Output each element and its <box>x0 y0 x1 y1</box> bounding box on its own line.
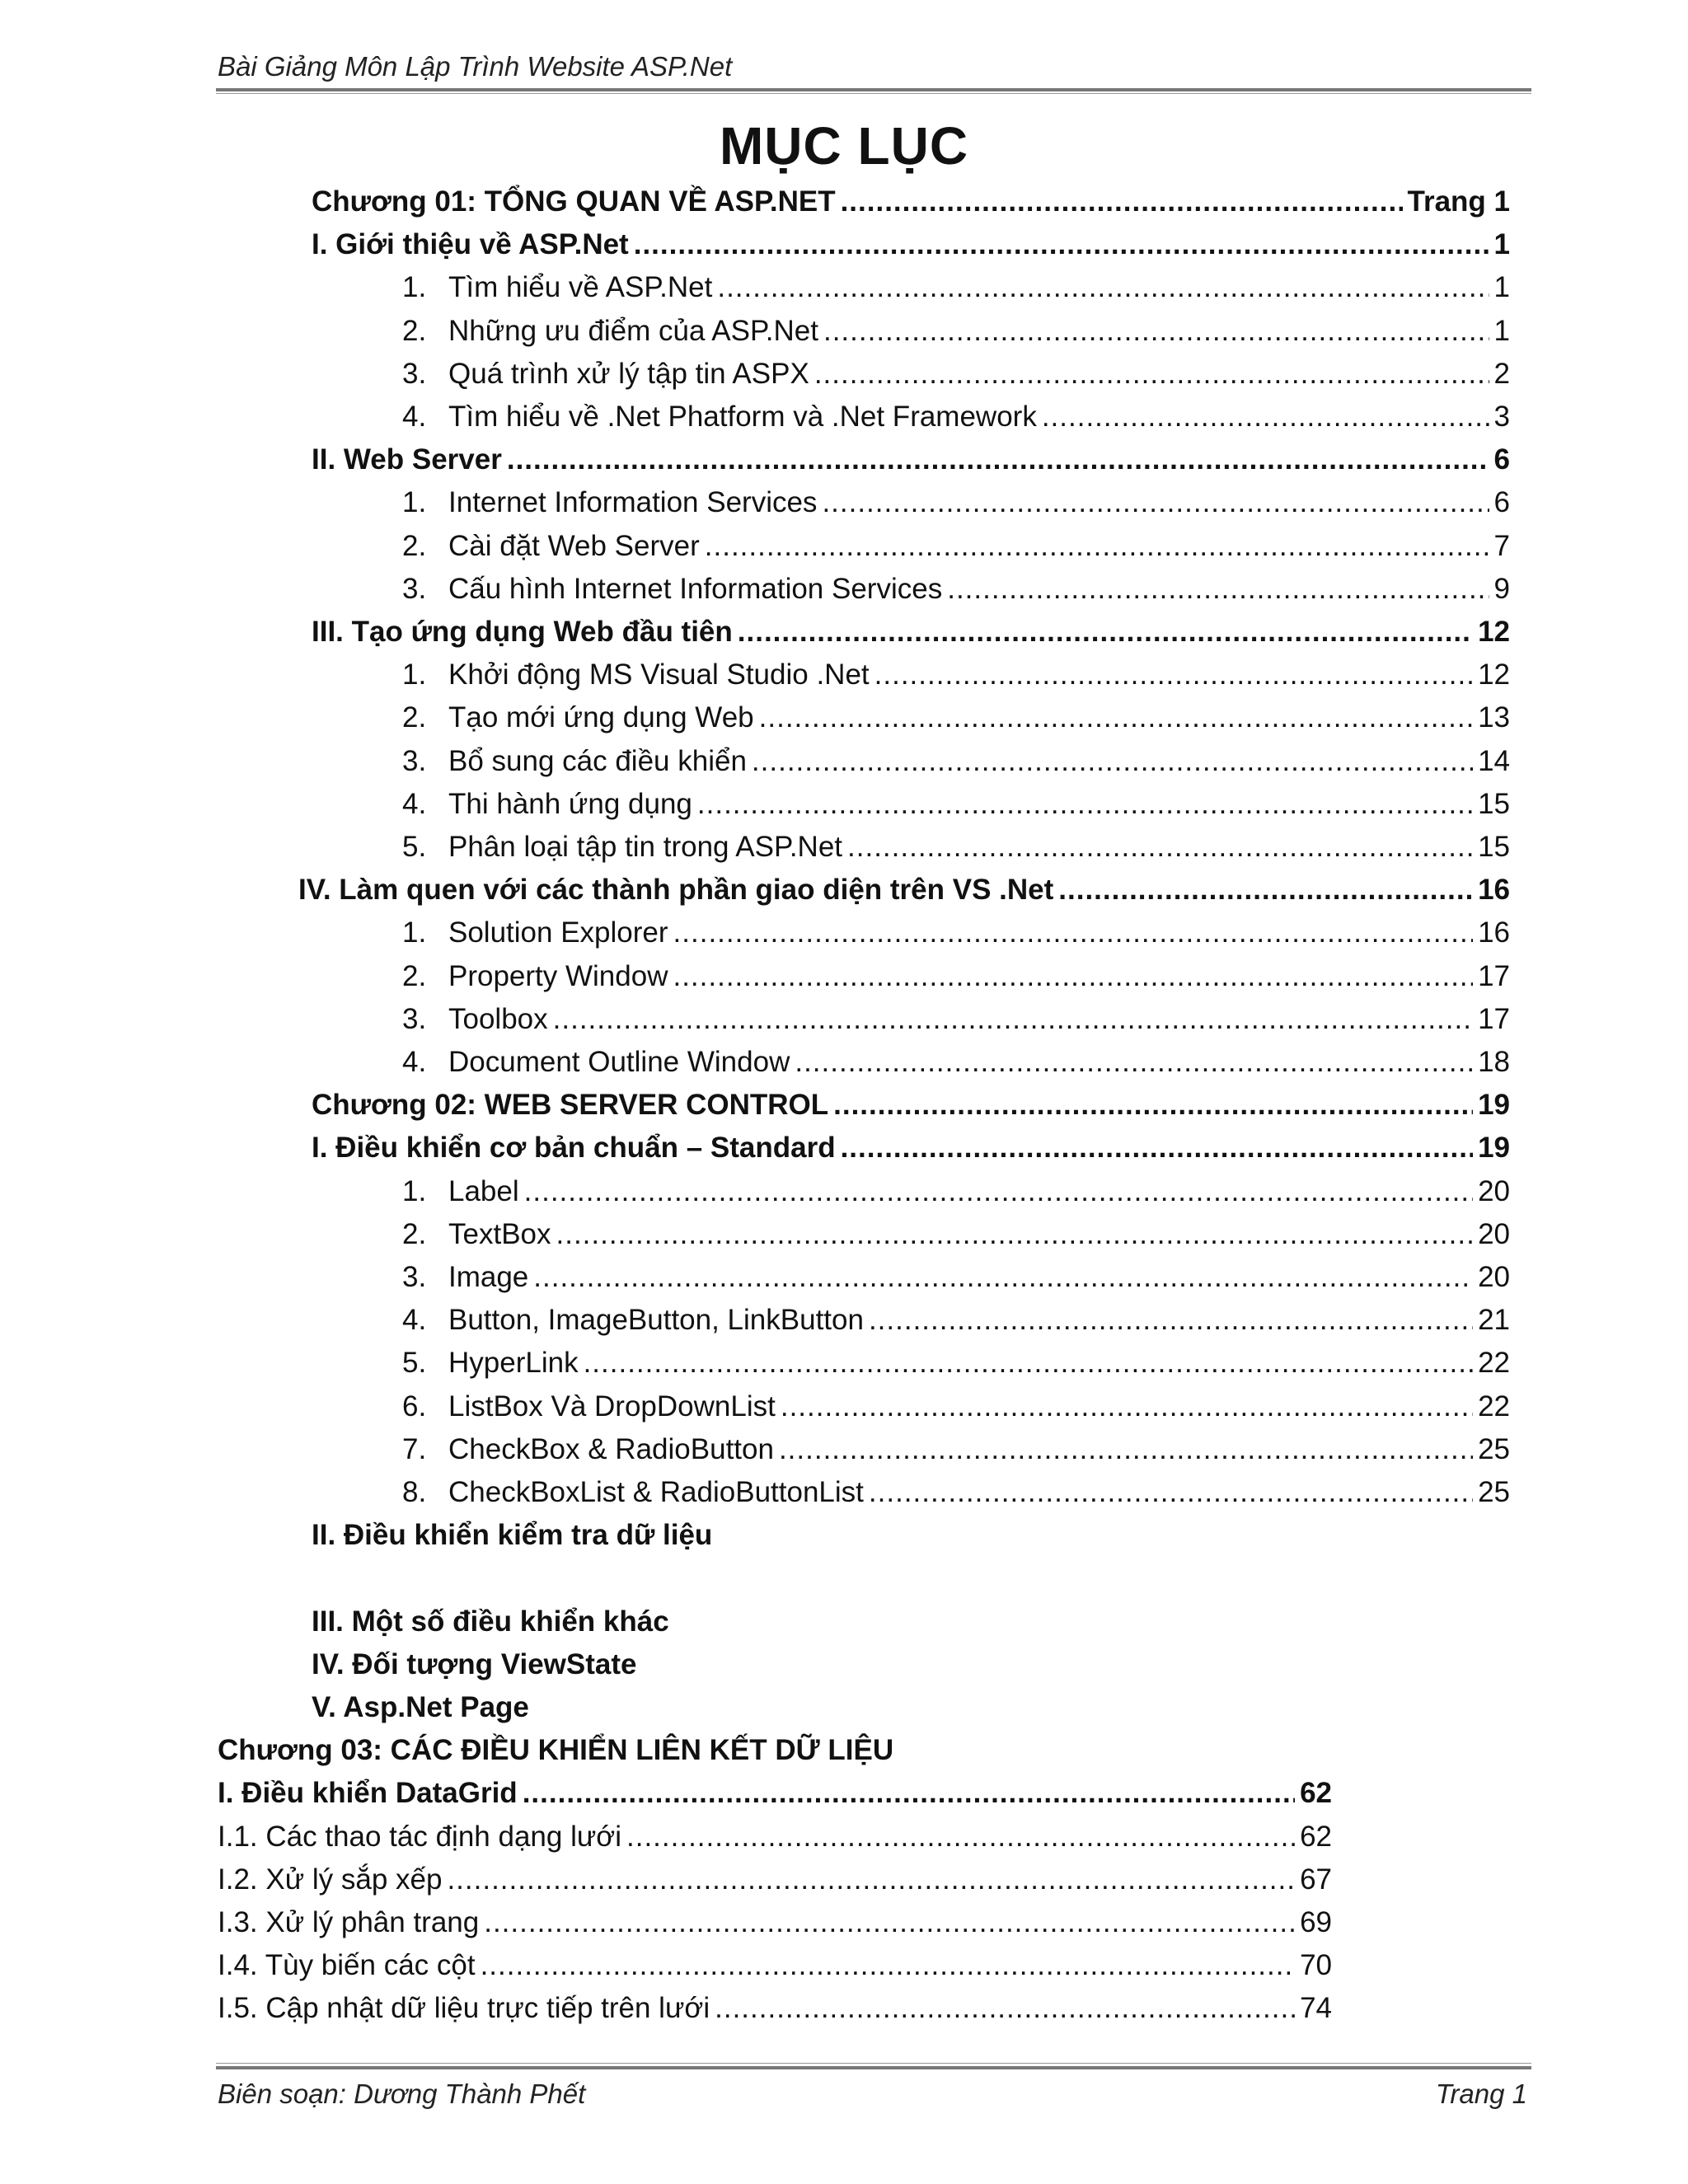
dot-leader <box>1058 874 1473 907</box>
toc-entry-number: 3. <box>402 1261 427 1293</box>
toc-entry-page: 22 <box>1478 1347 1510 1380</box>
toc-entry <box>402 1261 1510 1304</box>
toc-entry-title: ListBox Và DropDownList <box>448 1390 776 1422</box>
toc-entry-number: 4. <box>402 1304 427 1337</box>
toc-entry-title: Chương 03: CÁC ĐIỀU KHIỂN LIÊN KẾT DỮ LIỆU <box>218 1734 894 1767</box>
toc-entry-number: 3. <box>402 744 427 777</box>
toc-entry <box>402 1175 1510 1218</box>
toc-entry-page: 62 <box>1300 1777 1332 1810</box>
toc-entry-page: 2 <box>1493 357 1510 390</box>
toc-entry <box>402 701 1510 744</box>
toc-entry-number: 1. <box>402 658 427 691</box>
dot-leader <box>634 228 1489 261</box>
toc-entry-page: 20 <box>1478 1174 1510 1207</box>
toc-entry-title: III. Một số điều khiển khác <box>312 1605 669 1638</box>
toc-entry-number: 1. <box>402 916 427 949</box>
toc-entry-title: I.3. Xử lý phân trang <box>218 1906 480 1938</box>
dot-leader <box>673 960 1473 993</box>
running-header: Bài Giảng Môn Lập Trình Website ASP.Net <box>218 51 733 82</box>
toc-entry-number: 8. <box>402 1476 427 1508</box>
toc-entry-number: 1. <box>402 271 427 304</box>
toc-entry-page: 9 <box>1493 572 1510 605</box>
toc-entry-title: I.4. Tùy biến các cột <box>218 1949 476 1982</box>
toc-entry-title: IV. Đối tượng ViewState <box>312 1647 637 1680</box>
toc-entry <box>312 443 1510 486</box>
dot-leader <box>697 788 1473 821</box>
toc-entry-page: 3 <box>1493 401 1510 433</box>
toc-entry-title: Tìm hiểu về .Net Phatform và .Net Framework <box>448 401 1037 433</box>
dot-leader <box>481 1949 1295 1982</box>
toc-entry <box>218 1821 1332 1863</box>
toc-entry-title: Tìm hiểu về ASP.Net <box>448 271 713 304</box>
header-rule-thin <box>216 93 1531 94</box>
toc-entry <box>402 486 1510 529</box>
toc-entry-page: 67 <box>1300 1863 1332 1896</box>
dot-leader <box>524 1175 1473 1208</box>
toc-entry-page: 21 <box>1478 1304 1510 1337</box>
toc-entry-number: 3. <box>402 357 427 390</box>
toc-entry-title: Khởi động MS Visual Studio .Net <box>448 658 870 691</box>
toc-entry-title: Document Outline Window <box>448 1046 790 1078</box>
toc-entry-title: Image <box>448 1261 529 1293</box>
toc-entry-page: 20 <box>1478 1261 1510 1293</box>
toc-entry-page: 17 <box>1478 959 1510 992</box>
page-title: MỤC LỤC <box>719 116 969 176</box>
dot-leader <box>523 1777 1295 1810</box>
dot-leader <box>484 1906 1295 1939</box>
dot-leader <box>795 1046 1473 1079</box>
toc-entry <box>402 1433 1510 1476</box>
toc-entry-page: 19 <box>1478 1132 1510 1165</box>
toc-entry-page: 16 <box>1478 916 1510 949</box>
toc-entry <box>218 1949 1332 1992</box>
toc-entry <box>402 831 1510 874</box>
toc-entry <box>312 1519 1510 1562</box>
dot-leader <box>781 1390 1473 1423</box>
dot-leader <box>841 1132 1473 1165</box>
footer-rule-thin <box>216 2063 1531 2064</box>
toc-entry <box>402 271 1510 314</box>
toc-entry-number: 4. <box>402 401 427 433</box>
toc-entry-title: HyperLink <box>448 1347 579 1380</box>
toc-entry-number: 5. <box>402 831 427 863</box>
dot-leader <box>556 1218 1474 1251</box>
toc-entry-page: 62 <box>1300 1820 1332 1853</box>
footer-author: Biên soạn: Dương Thành Phết <box>218 2079 586 2109</box>
toc-entry-title: V. Asp.Net Page <box>312 1691 529 1723</box>
toc-entry-page: 7 <box>1493 529 1510 562</box>
dot-leader <box>869 1304 1473 1337</box>
dot-leader <box>752 745 1473 778</box>
dot-leader <box>779 1433 1473 1466</box>
dot-leader <box>814 358 1489 391</box>
dot-leader <box>833 1089 1473 1122</box>
toc-entry-title: Quá trình xử lý tập tin ASPX <box>448 357 809 390</box>
toc-entry-title: Chương 01: TỔNG QUAN VỀ ASP.NET <box>312 185 836 218</box>
toc-entry <box>312 185 1510 228</box>
toc-entry-title: IV. Làm quen với các thành phần giao diện trên VS .Net <box>298 874 1054 907</box>
toc-entry-page: 1 <box>1493 271 1510 304</box>
toc-entry <box>218 1992 1332 2035</box>
toc-entry <box>402 573 1510 616</box>
toc-entry-page: 1 <box>1493 314 1510 347</box>
toc-entry <box>402 315 1510 358</box>
toc-entry-title: III. Tạo ứng dụng Web đầu tiên <box>312 616 733 648</box>
toc-entry <box>402 401 1510 443</box>
toc-entry <box>402 1304 1510 1347</box>
toc-entry-title: Button, ImageButton, LinkButton <box>448 1304 864 1337</box>
toc-entry-number: 7. <box>402 1432 427 1465</box>
toc-entry-page: 13 <box>1478 701 1510 734</box>
toc-entry <box>312 1691 1510 1734</box>
toc-entry-number: 4. <box>402 787 427 820</box>
toc-entry-title: Internet Information Services <box>448 486 818 519</box>
toc-entry <box>312 1132 1510 1174</box>
dot-leader <box>553 1003 1473 1036</box>
dot-leader <box>673 916 1474 949</box>
toc-entry <box>402 916 1510 959</box>
toc-entry-page: 12 <box>1478 658 1510 691</box>
toc-entry-title: Cài đặt Web Server <box>448 529 700 562</box>
toc-entry-title: II. Điều khiển kiểm tra dữ liệu <box>312 1519 713 1552</box>
dot-leader <box>738 616 1473 649</box>
toc-entry-number: 1. <box>402 486 427 519</box>
dot-leader <box>1042 401 1489 434</box>
toc-entry-page: 74 <box>1300 1992 1332 2025</box>
toc-entry-page: 25 <box>1478 1432 1510 1465</box>
dot-leader <box>841 185 1403 218</box>
toc-entry-page: 12 <box>1478 616 1510 648</box>
toc-entry-page: 15 <box>1478 787 1510 820</box>
toc-entry <box>218 1906 1332 1949</box>
toc-entry <box>312 1089 1510 1132</box>
dot-leader <box>823 315 1489 348</box>
toc-entry-title: I. Điều khiển cơ bản chuẩn – Standard <box>312 1132 836 1165</box>
footer-rule <box>216 2066 1531 2069</box>
toc-entry-page: 17 <box>1478 1002 1510 1035</box>
toc-entry <box>312 1605 1510 1648</box>
toc-entry-title: Phân loại tập tin trong ASP.Net <box>448 831 843 863</box>
toc-entry <box>298 874 1510 916</box>
toc-entry <box>218 1777 1332 1820</box>
toc-entry-number: 2. <box>402 529 427 562</box>
dot-leader <box>584 1347 1473 1380</box>
toc-entry-title: II. Web Server <box>312 443 502 476</box>
toc-entry-title: CheckBox & RadioButton <box>448 1432 774 1465</box>
toc-entry-page: 20 <box>1478 1217 1510 1250</box>
toc-entry-title: Chương 02: WEB SERVER CONTROL <box>312 1089 829 1122</box>
toc-entry-title: I.2. Xử lý sắp xếp <box>218 1863 443 1896</box>
toc-entry <box>402 745 1510 788</box>
toc-entry-title: Toolbox <box>448 1002 548 1035</box>
toc-entry <box>402 1476 1510 1519</box>
toc-entry-number: 5. <box>402 1347 427 1380</box>
header-rule <box>216 88 1531 91</box>
toc-entry-number: 6. <box>402 1390 427 1422</box>
dot-leader <box>447 1863 1295 1896</box>
toc-entry-page: 15 <box>1478 831 1510 863</box>
toc-entry <box>402 1390 1510 1433</box>
toc-entry <box>312 616 1510 658</box>
dot-leader <box>717 271 1489 304</box>
toc-entry-page: 25 <box>1478 1476 1510 1508</box>
toc-entry <box>402 788 1510 831</box>
toc-entry-page: Trang 1 <box>1407 185 1510 218</box>
toc-entry <box>218 1863 1332 1906</box>
toc-entry <box>402 1218 1510 1261</box>
toc-entry-title: I. Điều khiển DataGrid <box>218 1777 518 1810</box>
toc-entry <box>312 1648 1510 1691</box>
dot-leader <box>715 1992 1295 2025</box>
dot-leader <box>533 1261 1473 1294</box>
toc-entry-page: 6 <box>1493 443 1510 476</box>
toc-entry-title: Label <box>448 1174 519 1207</box>
toc-entry-number: 1. <box>402 1174 427 1207</box>
toc-entry-number: 2. <box>402 959 427 992</box>
toc-entry-page: 70 <box>1300 1949 1332 1982</box>
toc-entry-title: TextBox <box>448 1217 551 1250</box>
toc-entry-number: 3. <box>402 1002 427 1035</box>
toc-entry-number: 4. <box>402 1046 427 1078</box>
toc-entry-number: 2. <box>402 314 427 347</box>
toc-entry <box>402 658 1510 701</box>
toc-entry-title: I. Giới thiệu về ASP.Net <box>312 228 629 261</box>
dot-leader <box>822 486 1489 519</box>
dot-leader <box>947 573 1489 606</box>
dot-leader <box>759 701 1473 734</box>
toc-entry-number: 2. <box>402 1217 427 1250</box>
toc-entry-title: Tạo mới ứng dụng Web <box>448 701 754 734</box>
toc-entry <box>402 1003 1510 1046</box>
toc-entry-page: 16 <box>1478 874 1510 907</box>
dot-leader <box>869 1476 1473 1509</box>
toc-entry-title: Solution Explorer <box>448 916 668 949</box>
toc-entry <box>312 228 1510 271</box>
toc-entry-number: 2. <box>402 701 427 734</box>
toc-entry-page: 6 <box>1493 486 1510 519</box>
toc-entry <box>402 1046 1510 1089</box>
toc-entry-page: 1 <box>1493 228 1510 261</box>
toc-entry-title: Những ưu điểm của ASP.Net <box>448 314 818 347</box>
dot-leader <box>847 831 1473 864</box>
toc-entry <box>402 960 1510 1003</box>
toc-entry <box>402 358 1510 401</box>
dot-leader <box>874 658 1473 691</box>
toc-entry <box>402 530 1510 573</box>
toc-entry-page: 69 <box>1300 1906 1332 1938</box>
dot-leader <box>626 1821 1295 1854</box>
dot-leader <box>507 443 1489 476</box>
toc-entry-title: Cấu hình Internet Information Services <box>448 572 943 605</box>
toc-entry-title: Property Window <box>448 959 668 992</box>
toc-entry-title: Thi hành ứng dụng <box>448 787 692 820</box>
toc-entry-page: 14 <box>1478 744 1510 777</box>
toc-entry-title: I.1. Các thao tác định dạng lưới <box>218 1820 621 1853</box>
toc-entry <box>402 1347 1510 1390</box>
toc-entry-title: Bổ sung các điều khiển <box>448 744 747 777</box>
toc-entry-title: CheckBoxList & RadioButtonList <box>448 1476 864 1508</box>
toc-entry-number: 3. <box>402 572 427 605</box>
toc-entry <box>218 1734 1510 1777</box>
toc-entry-page: 18 <box>1478 1046 1510 1078</box>
toc-entry-page: 22 <box>1478 1390 1510 1422</box>
footer-page-number: Trang 1 <box>1435 2079 1527 2109</box>
dot-leader <box>705 530 1489 563</box>
toc-entry-page: 19 <box>1478 1089 1510 1122</box>
toc-entry-title: I.5. Cập nhật dữ liệu trực tiếp trên lưới <box>218 1992 710 2025</box>
